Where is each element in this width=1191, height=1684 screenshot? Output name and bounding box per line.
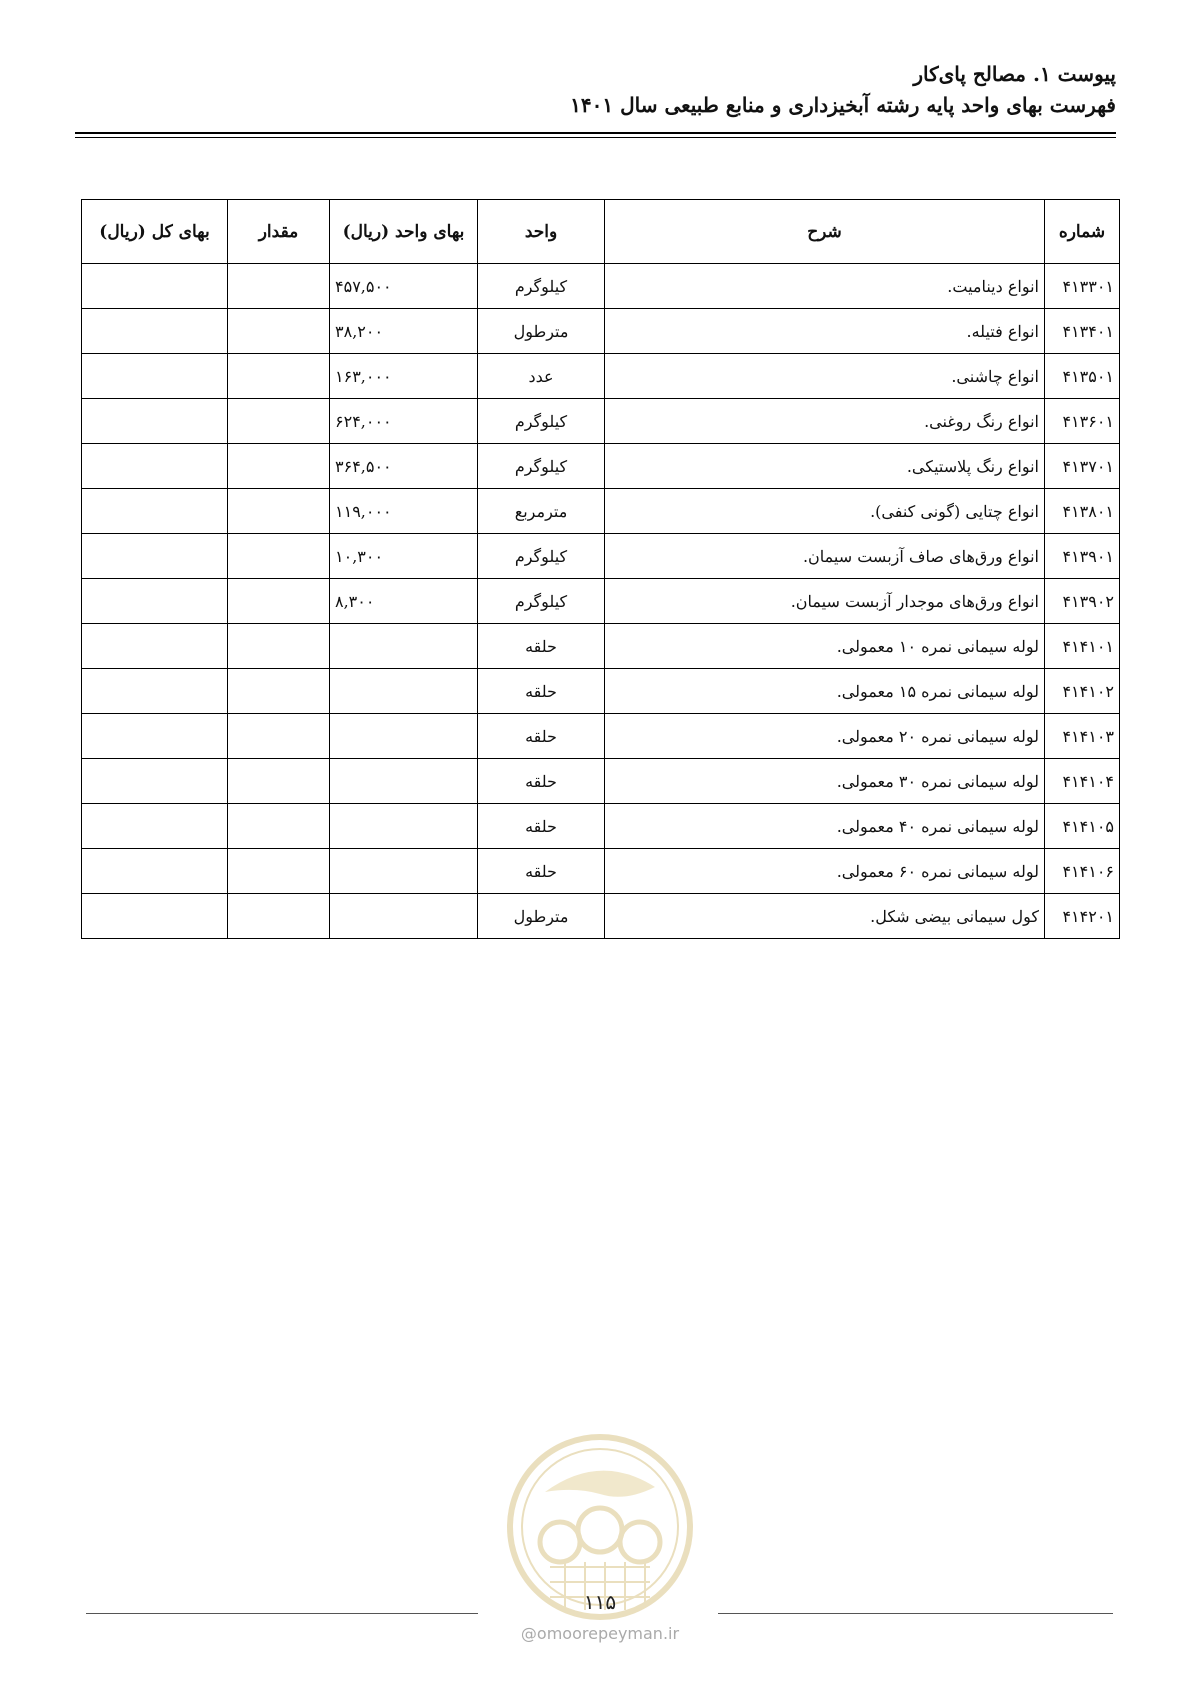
total-price-cell [82,534,228,579]
unit-price-cell [330,759,478,804]
unit-price-cell: ۱۱۹,۰۰۰ [330,489,478,534]
unit-cell: مترطول [478,894,605,939]
table-row [82,534,1120,579]
code-cell: ۴۱۳۶۰۱ [1045,399,1120,444]
code-cell: ۴۱۴۱۰۱ [1045,624,1120,669]
code-cell: ۴۱۳۷۰۱ [1045,444,1120,489]
description-cell: انواع چاشنی. [605,354,1045,399]
page-number: ۱۱۵ [583,1590,617,1614]
unit-cell: عدد [478,354,605,399]
table-row [82,849,1120,894]
description-cell: انواع فتیله. [605,309,1045,354]
description-cell: لوله سیمانی نمره ۲۰ معمولی. [605,714,1045,759]
unit-cell: کیلوگرم [478,444,605,489]
col-header-unit: واحد [478,200,605,264]
table-row [82,714,1120,759]
unit-cell: حلقه [478,849,605,894]
code-cell: ۴۱۴۱۰۳ [1045,714,1120,759]
code-cell: ۴۱۳۹۰۱ [1045,534,1120,579]
watermark-text: @omoorepeyman.ir [520,1624,680,1643]
unit-cell: کیلوگرم [478,264,605,309]
quantity-cell [228,804,330,849]
quantity-cell [228,714,330,759]
quantity-cell [228,354,330,399]
unit-price-cell [330,714,478,759]
code-cell: ۴۱۳۸۰۱ [1045,489,1120,534]
unit-price-cell: ۱۰,۳۰۰ [330,534,478,579]
code-cell: ۴۱۳۹۰۲ [1045,579,1120,624]
table-row [82,444,1120,489]
total-price-cell [82,759,228,804]
unit-cell: مترمربع [478,489,605,534]
quantity-cell [228,669,330,714]
col-header-code: شماره [1045,200,1120,264]
code-cell: ۴۱۴۲۰۱ [1045,894,1120,939]
unit-cell: کیلوگرم [478,534,605,579]
unit-cell: حلقه [478,804,605,849]
unit-price-cell: ۶۲۴,۰۰۰ [330,399,478,444]
quantity-cell [228,399,330,444]
description-cell: لوله سیمانی نمره ۳۰ معمولی. [605,759,1045,804]
unit-price-cell [330,804,478,849]
unit-cell: حلقه [478,669,605,714]
col-header-desc: شرح [605,200,1045,264]
unit-price-cell: ۳۸,۲۰۰ [330,309,478,354]
quantity-cell [228,444,330,489]
total-price-cell [82,894,228,939]
code-cell: ۴۱۴۱۰۴ [1045,759,1120,804]
unit-cell: حلقه [478,624,605,669]
description-cell: لوله سیمانی نمره ۴۰ معمولی. [605,804,1045,849]
header-rule-thin [75,137,1116,138]
total-price-cell [82,399,228,444]
code-cell: ۴۱۳۳۰۱ [1045,264,1120,309]
quantity-cell [228,309,330,354]
total-price-cell [82,849,228,894]
unit-price-cell: ۳۶۴,۵۰۰ [330,444,478,489]
document-subtitle: فهرست بهای واحد پایه رشته آبخیزداری و منابع طبیعی سال ۱۴۰۱ [570,93,1116,117]
table-row [82,264,1120,309]
table-row [82,669,1120,714]
total-price-cell [82,354,228,399]
footer-rule-left [86,1613,478,1614]
price-table [81,199,1120,939]
total-price-cell [82,579,228,624]
description-cell: لوله سیمانی نمره ۶۰ معمولی. [605,849,1045,894]
unit-price-cell [330,624,478,669]
description-cell: انواع چتایی (گونی کنفی). [605,489,1045,534]
quantity-cell [228,489,330,534]
total-price-cell [82,804,228,849]
description-cell: لوله سیمانی نمره ۱۵ معمولی. [605,669,1045,714]
quantity-cell [228,894,330,939]
col-header-qty: مقدار [228,200,330,264]
total-price-cell [82,714,228,759]
table-row [82,309,1120,354]
unit-price-cell: ۴۵۷,۵۰۰ [330,264,478,309]
description-cell: کول سیمانی بیضی شکل. [605,894,1045,939]
header-rule-thick [75,132,1116,134]
table-row [82,804,1120,849]
total-price-cell [82,489,228,534]
table-row [82,354,1120,399]
description-cell: انواع رنگ روغنی. [605,399,1045,444]
description-cell: انواع رنگ پلاستیکی. [605,444,1045,489]
total-price-cell [82,624,228,669]
unit-cell: حلقه [478,759,605,804]
total-price-cell [82,444,228,489]
description-cell: انواع دینامیت. [605,264,1045,309]
unit-price-cell: ۸,۳۰۰ [330,579,478,624]
quantity-cell [228,624,330,669]
total-price-cell [82,669,228,714]
table-header-row [82,200,1120,264]
unit-price-cell [330,849,478,894]
col-header-total: بهای کل (ریال) [82,200,228,264]
total-price-cell [82,264,228,309]
col-header-unit-price: بهای واحد (ریال) [330,200,478,264]
table-row [82,894,1120,939]
total-price-cell [82,309,228,354]
quantity-cell [228,579,330,624]
table-row [82,579,1120,624]
unit-cell: مترطول [478,309,605,354]
description-cell: لوله سیمانی نمره ۱۰ معمولی. [605,624,1045,669]
appendix-title: پیوست ۱. مصالح پای‌کار [913,62,1116,86]
table-row [82,624,1120,669]
table-row [82,489,1120,534]
code-cell: ۴۱۳۴۰۱ [1045,309,1120,354]
code-cell: ۴۱۴۱۰۲ [1045,669,1120,714]
quantity-cell [228,534,330,579]
quantity-cell [228,849,330,894]
footer-rule-right [718,1613,1113,1614]
unit-price-cell [330,894,478,939]
code-cell: ۴۱۴۱۰۶ [1045,849,1120,894]
description-cell: انواع ورق‌های موجدار آزبست سیمان. [605,579,1045,624]
quantity-cell [228,264,330,309]
unit-price-cell [330,669,478,714]
code-cell: ۴۱۳۵۰۱ [1045,354,1120,399]
code-cell: ۴۱۴۱۰۵ [1045,804,1120,849]
unit-cell: کیلوگرم [478,399,605,444]
unit-price-cell: ۱۶۳,۰۰۰ [330,354,478,399]
unit-cell: حلقه [478,714,605,759]
table-row [82,759,1120,804]
page-header [75,58,1116,120]
table-row [82,399,1120,444]
unit-cell: کیلوگرم [478,579,605,624]
quantity-cell [228,759,330,804]
description-cell: انواع ورق‌های صاف آزبست سیمان. [605,534,1045,579]
